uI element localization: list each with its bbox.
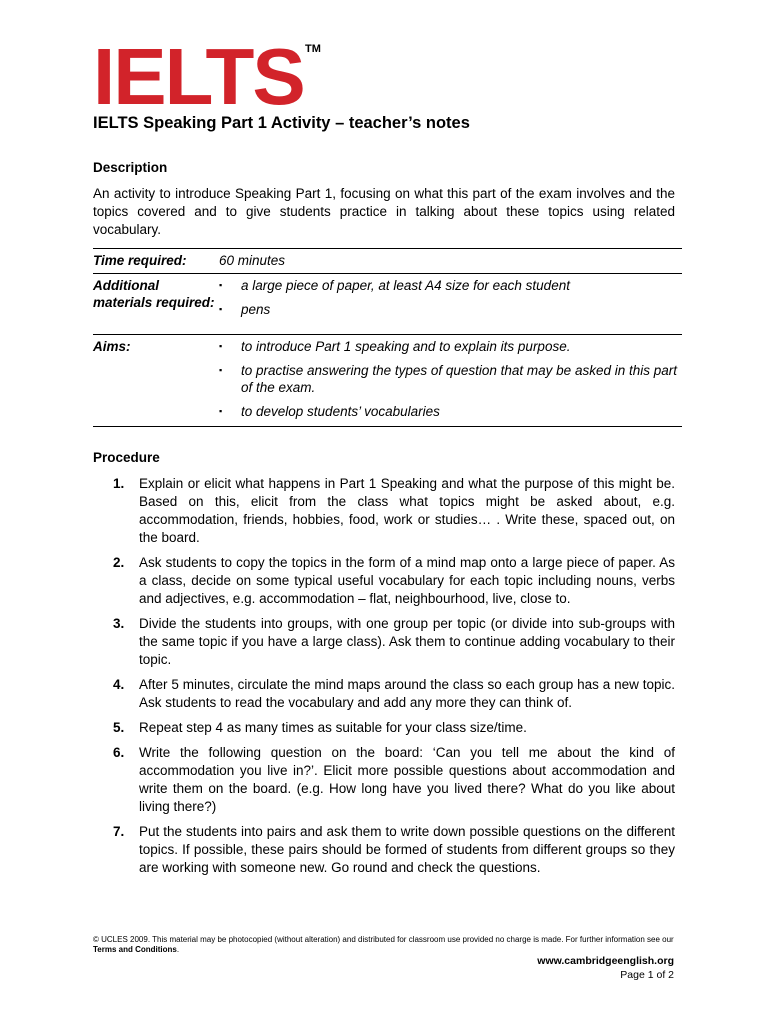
aims-list — [219, 338, 682, 426]
bullet-icon: ▪ — [219, 341, 223, 351]
aims-item-text: to develop students’ vocabularies — [241, 404, 440, 419]
copyright-text: © UCLES 2009. This material may be photocopied (without alteration) and distributed for classroom use provided no charge is made. For further information see our — [93, 935, 674, 944]
aims-item-text: to introduce Part 1 speaking and to explain its purpose. — [241, 339, 571, 354]
step-text: Divide the students into groups, with one group per topic (or divide into sub-groups with the same topic if you have a large class). Ask them to continue adding vocabulary to their topic. — [139, 616, 675, 667]
bullet-icon: ▪ — [219, 280, 223, 290]
step-text: Write the following question on the board: ‘Can you tell me about the kind of accommodation you live in?’. Elicit more possible questions about accommodation and write them on the board. (e.g. How long have you lived there? What do you like about living there?) — [139, 745, 675, 814]
step-number: 4. — [113, 677, 125, 692]
materials-label: Additional materials required: — [93, 278, 215, 310]
list-item — [219, 403, 682, 420]
procedure-step — [113, 475, 675, 547]
list-item — [219, 362, 682, 396]
document-title: IELTS Speaking Part 1 Activity – teacher’s notes — [93, 114, 470, 132]
step-number: 7. — [113, 824, 125, 839]
procedure-step — [113, 719, 675, 737]
procedure-step — [113, 744, 675, 816]
step-text: After 5 minutes, circulate the mind maps around the class so each group has a new topic. Ask students to read the vocabulary and add any more they can think of. — [139, 677, 675, 710]
step-number: 3. — [113, 616, 125, 631]
procedure-step — [113, 823, 675, 877]
trademark-symbol: TM — [305, 43, 321, 55]
copyright-notice — [93, 935, 683, 955]
step-text: Put the students into pairs and ask them to write down possible questions on the different topics. If possible, these pairs should be formed of students from different groups so they are working with someone new. Go round and check the questions. — [139, 824, 675, 875]
list-item — [219, 338, 682, 355]
bullet-icon: ▪ — [219, 406, 223, 416]
bullet-icon: ▪ — [219, 365, 223, 375]
time-required-row — [93, 248, 682, 273]
step-number: 6. — [113, 745, 125, 760]
terms-and-conditions-link[interactable]: Terms and Conditions — [93, 945, 177, 954]
ielts-logo — [93, 40, 323, 106]
ielts-logo-text: IELTS — [93, 40, 304, 106]
materials-item-text: a large piece of paper, at least A4 size for each student — [241, 278, 570, 293]
page-number: Page 1 of 2 — [620, 969, 674, 981]
step-number: 2. — [113, 555, 125, 570]
step-text: Explain or elicit what happens in Part 1 Speaking and what the purpose of this might be. Based on this, elicit from the class what topics might be asked about, e.g. accommodation, friends, hobbies, food, work or studies… . Write these, spaced out, on the board. — [139, 476, 675, 545]
bullet-icon: ▪ — [219, 304, 223, 314]
procedure-step — [113, 554, 675, 608]
list-item — [219, 277, 682, 294]
materials-item-text: pens — [241, 302, 271, 317]
procedure-step — [113, 615, 675, 669]
time-required-label: Time required: — [93, 253, 187, 268]
materials-row — [93, 273, 682, 334]
copyright-end: . — [176, 945, 180, 954]
description-text: An activity to introduce Speaking Part 1, focusing on what this part of the exam involves and the topics covered and to give students practice in talking about these topics using related vocabulary. — [93, 186, 675, 237]
website-link[interactable]: www.cambridgeenglish.org — [537, 955, 674, 967]
list-item — [219, 301, 682, 318]
procedure-heading: Procedure — [93, 450, 160, 465]
aims-item-text: to practise answering the types of question that may be asked in this part of the exam. — [241, 363, 677, 395]
step-number: 1. — [113, 476, 125, 491]
aims-row — [93, 334, 682, 427]
step-number: 5. — [113, 720, 125, 735]
description-heading: Description — [93, 160, 168, 175]
procedure-list — [113, 475, 675, 884]
step-text: Repeat step 4 as many times as suitable for your class size/time. — [139, 720, 527, 735]
aims-label: Aims: — [93, 339, 131, 354]
time-required-value: 60 minutes — [219, 253, 286, 268]
procedure-step — [113, 676, 675, 712]
materials-list — [219, 277, 682, 334]
step-text: Ask students to copy the topics in the form of a mind map onto a large piece of paper. As a class, decide on some typical useful vocabulary for each topic including nouns, verbs and adjectives, e.g. accommodation – flat, neighbourhood, live, close to. — [139, 555, 675, 606]
info-table — [93, 248, 682, 427]
